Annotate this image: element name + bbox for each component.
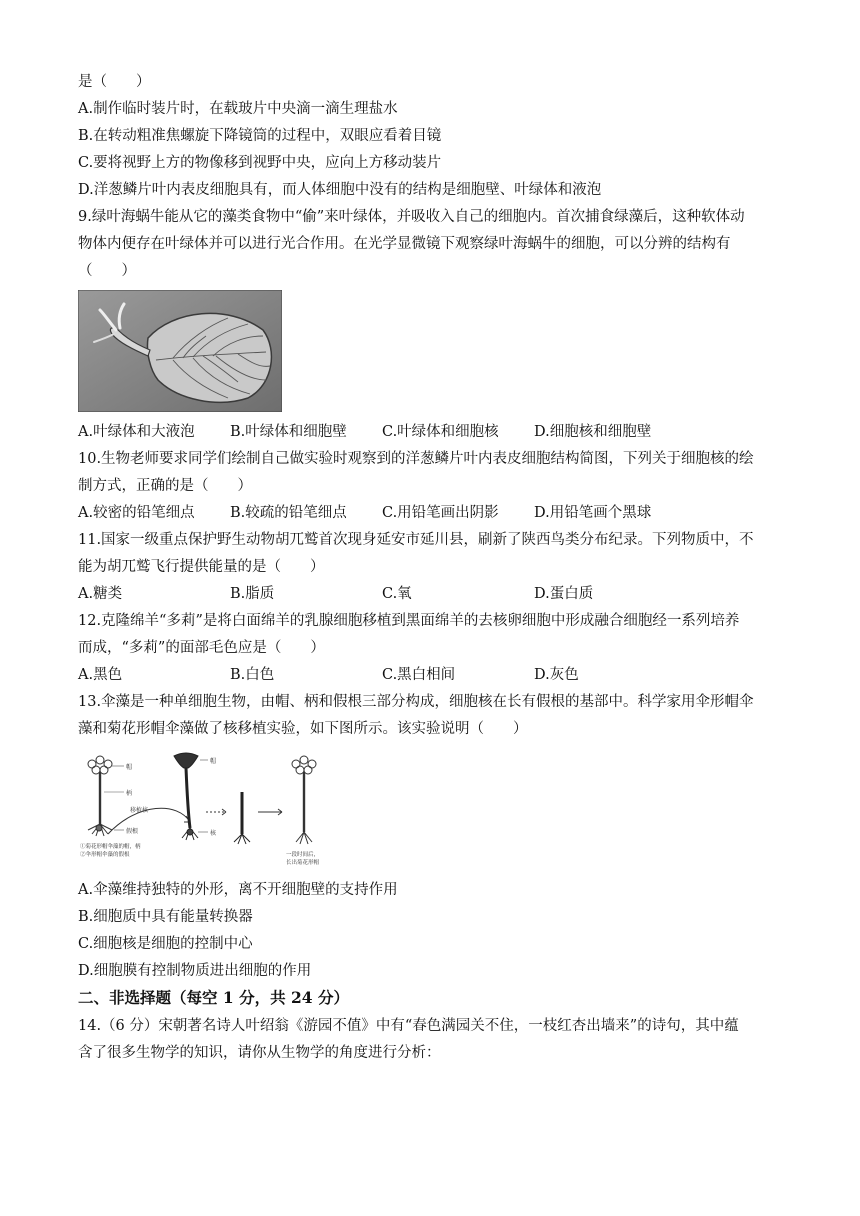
note-right-2: 长出菊花形帽 xyxy=(286,860,320,866)
q12-option-d: D.灰色 xyxy=(534,667,579,683)
q11-option-b: B.脂质 xyxy=(230,586,275,602)
label-stalk: 柄 xyxy=(126,791,133,797)
q11-stem-line2: 能为胡兀鹫飞行提供能量的是（ ） xyxy=(78,559,325,575)
q11-stem-line1: 11.国家一级重点保护野生动物胡兀鹫首次现身延安市延川县，刷新了陕西鸟类分布纪录。下列物质中，不 xyxy=(78,532,754,548)
q9-option-c: C.叶绿体和细胞核 xyxy=(382,424,499,440)
q12-stem-line2: 而成，“多莉”的面部毛色应是（ ） xyxy=(78,640,325,656)
note-left-1: ①菊花形帽伞藻的帽，柄 xyxy=(80,844,141,850)
q12-option-a: A.黑色 xyxy=(78,667,123,683)
q11-option-c: C.氧 xyxy=(382,586,412,602)
section-2-title: 二、非选择题（每空 1 分，共 24 分） xyxy=(78,988,349,1007)
note-right-1: 一段时间后， xyxy=(286,852,320,858)
q10-stem-line1: 10.生物老师要求同学们绘制自己做实验时观察到的洋葱鳞片叶内表皮细胞结构简图，下列关于细胞核的绘 xyxy=(78,451,754,467)
q11-option-a: A.糖类 xyxy=(78,586,123,602)
q11-option-d: D.蛋白质 xyxy=(534,586,594,602)
label-cap: 帽 xyxy=(126,765,133,771)
q9-option-a: A.叶绿体和大液泡 xyxy=(78,424,195,440)
sea-slug-photo xyxy=(78,290,282,412)
q9-stem-line3: （ ） xyxy=(78,263,136,279)
q8-option-c: C.要将视野上方的物像移到视野中央，应向上方移动装片 xyxy=(78,155,442,171)
q14-stem-line2: 含了很多生物学的知识，请你从生物学的角度进行分析： xyxy=(78,1045,441,1061)
q13-option-d: D.细胞膜有控制物质进出细胞的作用 xyxy=(78,963,312,979)
q8-option-b: B.在转动粗准焦螺旋下降镜筒的过程中，双眼应看着目镜 xyxy=(78,128,442,144)
q12-stem-line1: 12.克隆绵羊“多莉”是将白面绵羊的乳腺细胞移植到黑面绵羊的去核卵细胞中形成融合细胞经一系列培养 xyxy=(78,613,740,629)
q13-stem-line2: 藻和菊花形帽伞藻做了核移植实验，如下图所示。该实验说明（ ） xyxy=(78,721,528,737)
q14-stem-line1: 14.（6 分）宋朝著名诗人叶绍翁《游园不值》中有“春色满园关不住，一枝红杏出墙来”的诗句，其中蕴 xyxy=(78,1018,739,1034)
label-rhizoid: 假根 xyxy=(126,829,139,835)
acetabularia-diagram xyxy=(78,752,338,868)
label-nucleus: 核 xyxy=(210,831,217,837)
q10-stem-line2: 制方式，正确的是（ ） xyxy=(78,478,252,494)
q13-option-a: A.伞藻维持独特的外形，离不开细胞壁的支持作用 xyxy=(78,882,398,898)
q13-option-b: B.细胞质中具有能量转换器 xyxy=(78,909,253,925)
q9-stem-line2: 物体内便存在叶绿体并可以进行光合作用。在光学显微镜下观察绿叶海蜗牛的细胞，可以分辨的结构有 xyxy=(78,236,731,252)
label-transplant: 移植核 xyxy=(130,808,149,814)
q12-option-b: B.白色 xyxy=(230,667,275,683)
q10-option-c: C.用铅笔画出阴影 xyxy=(382,505,499,521)
q9-stem-line1: 9.绿叶海蜗牛能从它的藻类食物中“偷”来叶绿体，并吸收入自己的细胞内。首次捕食绿藻后，这种软体动 xyxy=(78,209,745,225)
q8-option-a: A.制作临时装片时，在载玻片中央滴一滴生理盐水 xyxy=(78,101,398,117)
q13-stem-line1: 13.伞藻是一种单细胞生物，由帽、柄和假根三部分构成，细胞核在长有假根的基部中。科学家用伞形帽伞 xyxy=(78,694,754,710)
q10-option-d: D.用铅笔画个黑球 xyxy=(534,505,652,521)
q9-option-b: B.叶绿体和细胞壁 xyxy=(230,424,347,440)
q8-stem-end: 是（ ） xyxy=(78,74,151,90)
q13-option-c: C.细胞核是细胞的控制中心 xyxy=(78,936,253,952)
note-left-2: ②伞形帽伞藻的假根 xyxy=(80,852,130,858)
q8-option-d: D.洋葱鳞片叶内表皮细胞具有，而人体细胞中没有的结构是细胞壁、叶绿体和液泡 xyxy=(78,182,602,198)
q10-option-b: B.较疏的铅笔细点 xyxy=(230,505,347,521)
q9-option-d: D.细胞核和细胞壁 xyxy=(534,424,652,440)
q10-option-a: A.较密的铅笔细点 xyxy=(78,505,195,521)
label-umbrella-cap: 帽 xyxy=(210,759,217,765)
q12-option-c: C.黑白相间 xyxy=(382,667,456,683)
